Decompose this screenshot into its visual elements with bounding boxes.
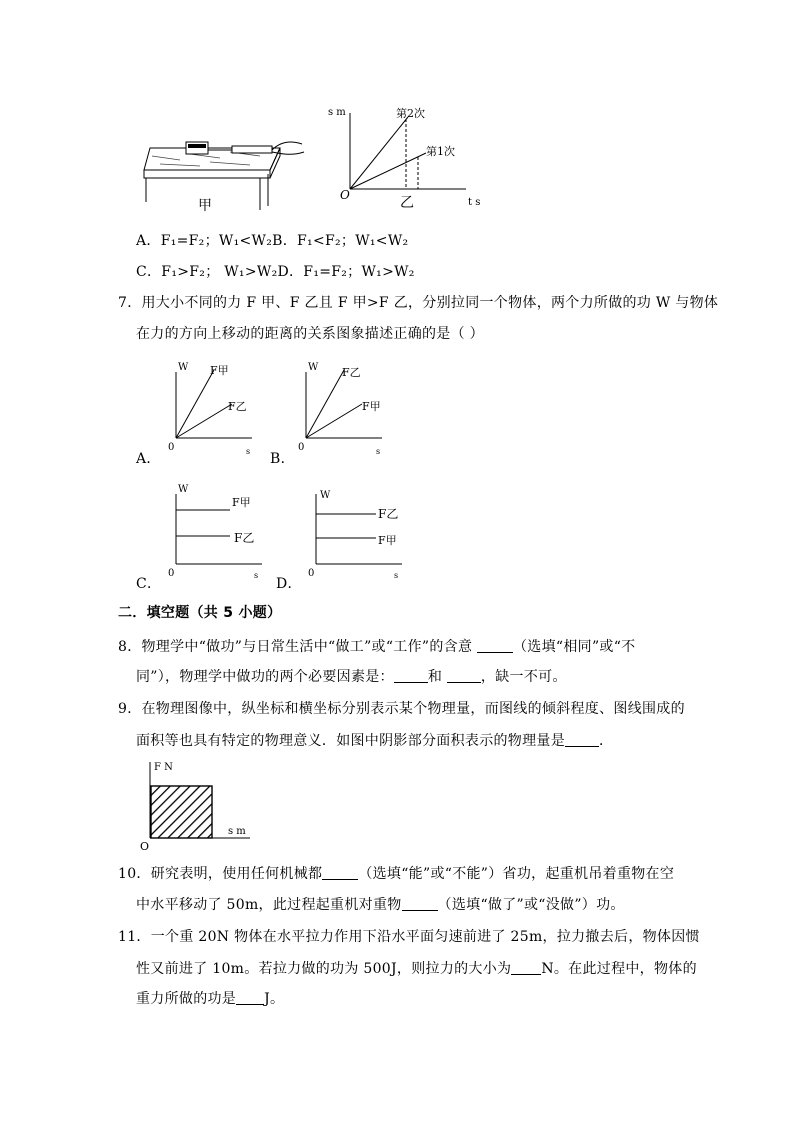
q7c-lower: F乙	[234, 531, 255, 545]
q7d-x: s	[394, 571, 399, 580]
q8-blank-3[interactable]	[447, 670, 481, 683]
q7b-origin: 0	[298, 442, 305, 453]
q7b-lower: F甲	[362, 400, 381, 413]
q8-blank-1[interactable]	[477, 640, 513, 653]
q7d-origin: 0	[308, 568, 315, 579]
q6-options-row1: A．F₁=F₂；W₁<W₂B．F₁<F₂；W₁<W₂	[136, 233, 409, 249]
q10-text-d: （选填“做了”或“没做”）功。	[437, 897, 625, 913]
q8-blank-2[interactable]	[394, 670, 428, 683]
q6-figure-table	[140, 130, 310, 212]
q7-line2: 在力的方向上移动的距离的关系图象描述正确的是（ ）	[136, 326, 484, 342]
q11-text-c: 重力所做的功是	[136, 991, 237, 1007]
q7-option-a: A．	[136, 451, 161, 467]
q7-option-d: D．	[276, 576, 302, 592]
section-title: 二．填空题（共 5 小题）	[118, 605, 282, 621]
q10-text-a: 10．研究表明，使用任何机械都	[118, 866, 323, 882]
q7b-y: W	[308, 362, 319, 373]
q11-blank-2[interactable]	[236, 992, 264, 1005]
q11-text-b: N。在此过程中，物体的	[541, 961, 697, 977]
q9-y-axis: F N	[154, 762, 173, 773]
q11-blank-1[interactable]	[511, 962, 541, 975]
q7-option-c: C．	[136, 576, 162, 592]
q10-line2	[136, 894, 625, 914]
q7c-origin: 0	[168, 568, 175, 579]
q7-graph-b	[290, 358, 390, 458]
q7d-lower: F甲	[378, 534, 397, 547]
q7a-origin: 0	[168, 442, 175, 453]
q10-blank-1[interactable]	[322, 867, 358, 880]
q7-graph-a	[160, 358, 260, 458]
q7d-y: W	[320, 490, 331, 501]
q7a-lower: F乙	[228, 400, 247, 413]
q7d-upper: F乙	[378, 507, 399, 521]
q6-line2-label: 第2次	[396, 107, 425, 120]
q6-line1-label: 第1次	[426, 145, 455, 158]
q11-line1: 11．一个重 20N 物体在水平拉力作用下沿水平面匀速前进了 25m，拉力撤去后，物体因惯	[118, 929, 700, 945]
q7a-upper: F甲	[210, 364, 229, 377]
q11-line2	[136, 958, 697, 978]
q7c-x: s	[254, 571, 259, 580]
q9-shaded-area	[151, 786, 212, 838]
q9-line2	[136, 730, 613, 750]
q7-option-b: B．	[270, 451, 295, 467]
q9-origin: O	[140, 840, 150, 853]
q7a-y: W	[178, 362, 189, 373]
q7c-y: W	[178, 484, 189, 495]
q8-line2	[136, 666, 567, 686]
q6-options-row2: C．F₁>F₂； W₁>W₂D．F₁=F₂；W₁>W₂	[136, 264, 415, 280]
q10-text-b: （选填“能”或“不能”）省功，起重机吊着重物在空	[358, 866, 675, 882]
q7c-upper: F甲	[232, 496, 251, 509]
q9-blank[interactable]	[565, 734, 599, 747]
q7b-upper: F乙	[342, 366, 361, 379]
q8-text-e: ，缺一不可。	[480, 669, 567, 685]
q8-text-a: 8．物理学中“做功”与日常生活中“做工”或“工作”的含意	[118, 639, 477, 655]
q7-line1: 7．用大小不同的力 F 甲、F 乙且 F 甲>F 乙，分别拉同一个物体，两个力所做的功 W 与物体	[118, 295, 719, 311]
q7b-x: s	[376, 447, 381, 456]
q6-figure-st-graph	[326, 103, 486, 215]
q7a-x: s	[246, 447, 251, 456]
q9-text-a: 面积等也具有特定的物理意义．如图中阴影部分面积表示的物理量是	[136, 733, 565, 749]
q11-text-a: 性又前进了 10m。若拉力做的功为 500J，则拉力的大小为	[136, 961, 512, 977]
q6-label-yi: 乙	[400, 195, 414, 211]
q6-x-axis-label: t s	[468, 197, 481, 208]
q10-line1	[118, 863, 674, 883]
q9-graph	[138, 758, 258, 854]
q7-graph-d	[304, 480, 408, 584]
q11-text-d: J。	[264, 991, 285, 1007]
q8-text-c: 同”），物理学中做功的两个必要因素是：	[136, 669, 394, 685]
q6-origin: O	[340, 188, 350, 202]
q10-blank-2[interactable]	[402, 898, 438, 911]
q11-line3	[136, 988, 284, 1008]
q8-text-b: （选填“相同”或“不	[513, 639, 636, 655]
q9-line1: 9．在物理图像中，纵坐标和横坐标分别表示某个物理量，而图线的倾斜程度、图线围成的	[118, 701, 685, 717]
q8-line1	[118, 636, 635, 656]
q6-y-axis-label: s m	[328, 107, 346, 118]
q8-text-d: 和	[427, 669, 447, 685]
q9-x-axis: s m	[228, 826, 246, 837]
q10-text-c: 中水平移动了 50m，此过程起重机对重物	[136, 897, 402, 913]
q7-graph-c	[164, 480, 268, 584]
q6-label-jia: 甲	[198, 198, 212, 212]
q9-text-b: ．	[599, 733, 614, 749]
